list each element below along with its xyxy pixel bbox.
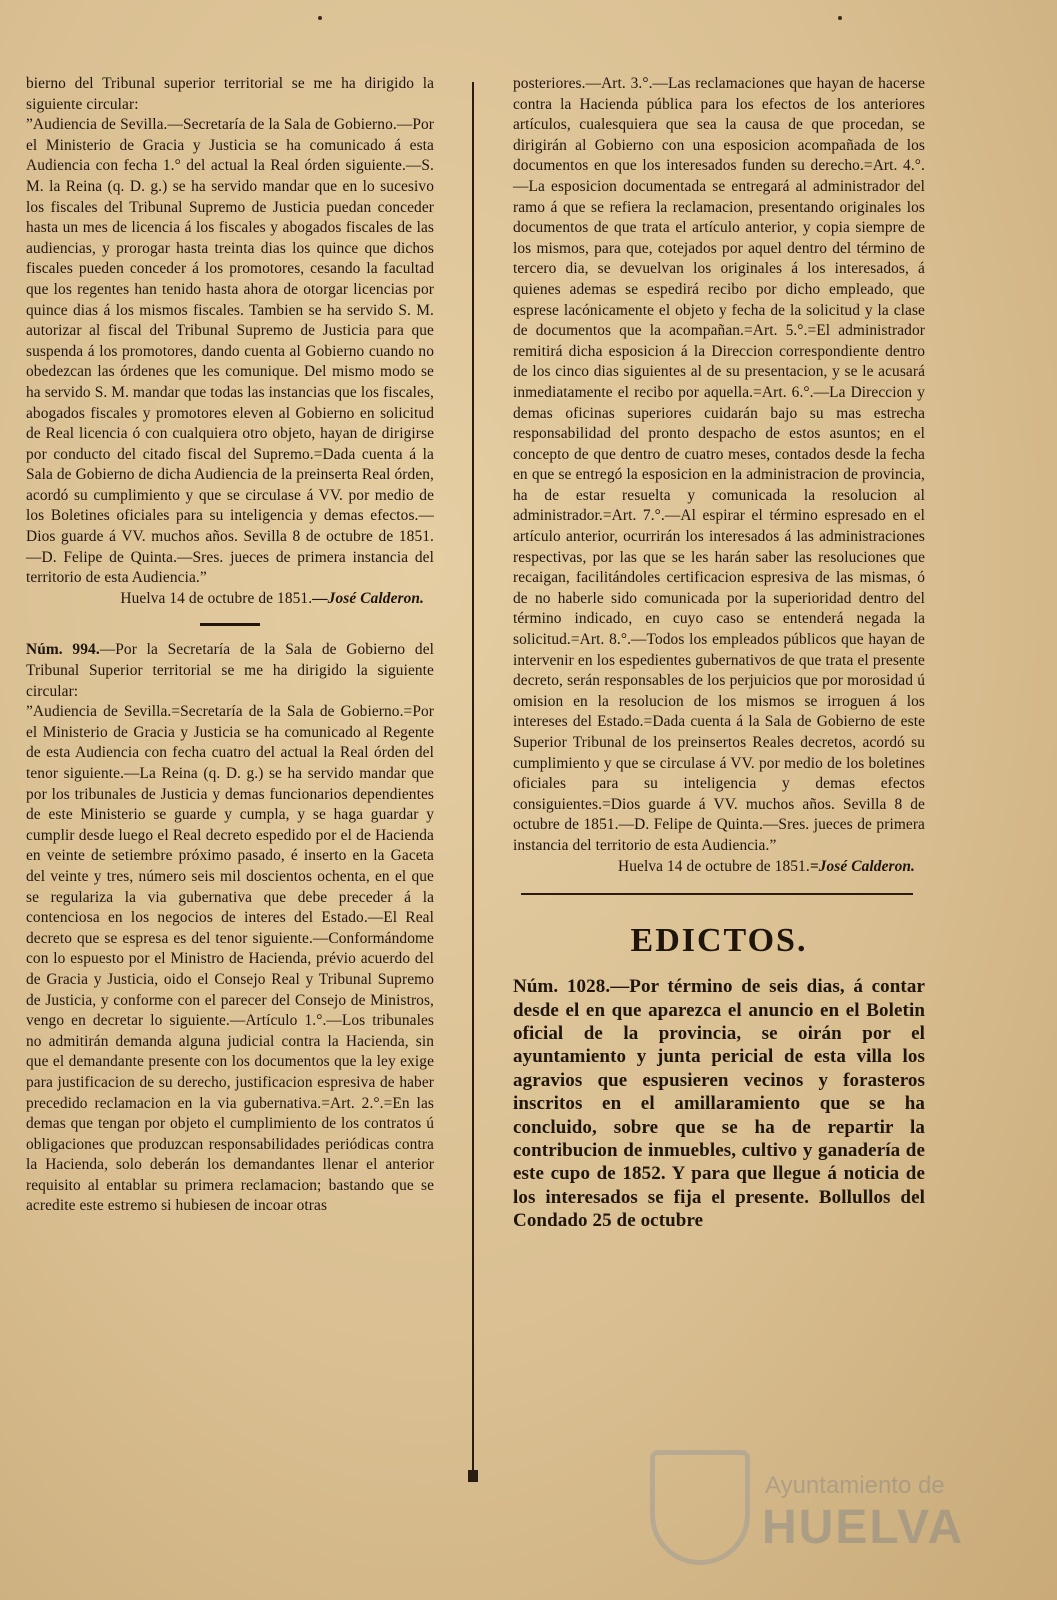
- column-rule: [472, 82, 474, 1482]
- notice-intro-text: —Por la Secretaría de la Sala de Gobierno del Tribunal Superior territorial se me ha dirigido la siguiente circular:: [26, 641, 435, 700]
- notice-994-intro: [26, 640, 434, 702]
- circular-body: ”Audiencia de Sevilla.—Secretaría de la Sala de Gobierno.—Por el Ministerio de Gracia y Justicia se ha comunicado á esta Audiencia con fecha 1.° del actual la Real órden siguiente.—S. M. la Reina (q. D. g.) se ha servido mandar que en lo sucesivo los fiscales del Tribunal Supremo de Justicia puedan conceder hasta un mes de licencia á los fiscales y abogados fiscales de las audiencias, y prorogar hasta treinta dias los quince que dichos fiscales pueden conceder á los promotores, cesando la facultad que los regentes han tenido hasta ahora de otorgar licencias por quince dias á los mismos fiscales. Tambien se ha servido S. M. autorizar al fiscal del Tribunal Supremo de Justicia para que suspenda á los promotores, dando cuenta al Gobierno cuando no obedezcan las órdenes que les comunique. Del mismo modo se ha servido S. M. mandar que todas las instancias que los fiscales, abogados fiscales y promotores eleven al Gobierno en solicitud de Real licencia ó con cualquiera otro objeto, hayan de dirigirse por conducto del citado fiscal del Supremo.=Dada cuenta á la Sala de Gobierno de dicha Audiencia de la preinserta Real órden, acordó su cumplimiento y que se circulase á VV. por medio de los Boletines oficiales para su inteligencia y demas efectos.—Dios guarde á VV. muchos años. Sevilla 8 de octubre de 1851. —D. Felipe de Quinta.—Sres. jueces de primera instancia del territorio de esta Audiencia.”: [26, 116, 434, 587]
- coat-of-arms-icon: [650, 1450, 750, 1565]
- print-speck: [318, 16, 322, 20]
- column-rule-end: [468, 1470, 478, 1482]
- section-rule: [521, 893, 913, 895]
- notice-994-body: ”Audiencia de Sevilla.=Secretaría de la Sala de Gobierno.=Por el Ministerio de Gracia y Justicia se ha comunicado al Regente de esta Audiencia con fecha cuatro del actual la Real órden del tenor siguiente.—La Reina (q. D. g.) se ha servido mandar que por los tribunales de Justicia y demas funcionarios dependientes de este Ministerio se guarde y cumpla, y se haga guardar y cumplir desde luego el Real decreto espedido por el de Hacienda en veinte de setiembre próximo pasado, é inserto en la Gaceta del veinte y tres, número seis mil doscientos ochenta, en el que se regulariza la via gubernativa que debe preceder á la contenciosa en los negocios de interes del Estado.—El Real decreto que se espresa es del tenor siguiente.—Conformándome con lo espuesto por el Ministro de Hacienda, prévio acuerdo del de Gracia y Justicia, oido el Consejo Real y Tribunal Supremo de Justicia, y conforme con el parecer del Consejo de Ministros, vengo en decretar lo siguiente.—Artículo 1.°.—Los tribunales no admitirán demanda alguna judicial contra la Hacienda, sin que el demandante presente con los documentos que la ley exige para justificacion de su derecho, justificacion espresiva de haber precedido reclamacion en la via gubernativa.=Art. 2.°.=En las demas que tengan por objeto el cumplimiento de los contratos ú obligaciones que produzcan responsabilidades periódicas contra la Hacienda, solo deberán los demandantes llenar el anterior requisito al entablar su primera reclamacion; bastando que se acredite este estremo si hubiesen de incoar otras: [26, 703, 434, 1215]
- signature: [513, 857, 925, 878]
- left-column: [26, 74, 434, 1217]
- edict-text: —Por término de seis dias, á contar desde el en que aparezca el anuncio en el Boletin oficial de la provincia, se oirán por el ayuntamiento y junta pericial de esta villa los agravios que espusieren vecinos y forasteros inscritos en el amillaramiento que se ha concluido, sobre que se ha de repartir la contribucion de inmuebles, cultivo y ganadería de este cupo de 1852. Y para que llegue á noticia de los interesados se fija el presente. Bollullos del Condado 25 de octubre: [513, 976, 925, 1232]
- archive-watermark: [650, 1450, 980, 1580]
- print-speck: [838, 16, 842, 20]
- signature: [26, 589, 434, 610]
- signature-name: —José Calderon.: [312, 589, 424, 607]
- section-divider: [200, 623, 260, 626]
- edict-1028: [513, 975, 925, 1232]
- decree-continuation: posteriores.—Art. 3.°.—Las reclamaciones que hayan de hacerse contra la Hacienda pública para los efectos de los anteriores artículos, cualesquiera que sea la causa de que procedan, se dirigirán al Gobierno con una esposicion acompañada de los documentos en que los interesados funden su derecho.=Art. 4.°.—La esposicion documentada se entregará al administrador del ramo á que se refiera la reclamacion, presentando originales los documentos de que trata el artículo anterior, y copia siempre de los mismos, para que, cotejados por aquel dentro del término de tercero dia, se devuelvan los originales á los interesados, á quienes ademas se espedirá recibo por dicho empleado, que esprese lacónicamente el objeto y fecha de la solicitud y la clase de documentos que la acompañan.=Art. 5.°.=El administrador remitirá dicha esposicion á la Direccion correspondiente dentro de los cinco dias siguientes al de su presentacion, y se le acusará inmediatamente el recibo por aquella.=Art. 6.°.—La Direccion y demas oficinas superiores cuidarán bajo su mas estrecha responsabilidad del pronto despacho de estos asuntos; en el concepto de que dentro de cuatro meses, contados desde la fecha en que se entregó la esposicion en la administracion de provincia, ha de estar resuelta y comunicada la resolucion al administrador.=Art. 7.°.—Al espirar el término espresado en el artículo anterior, ocurrirán los interesados á las administraciones respectivas, por las que se les harán saber las resoluciones que recaigan, facilitándoles certificacion espresiva de las mismas, ó de no haberle sido comunicada por la superioridad dentro del término indicado, en cuyo caso se entenderá negada la solicitud.=Art. 8.°.—Todos los empleados públicos que hayan de intervenir en los espedientes gubernativos de que trata el presente decreto, serán responsables de los perjuicios que por morosidad ú omision en la resolucion de los mismos se irroguen á los intereses del Estado.=Dada cuenta á la Sala de Gobierno de este Superior Tribunal de los preinsertos Reales decretos, acordó su cumplimiento y que se circulase á VV. por medio de los boletines oficiales para su inteligencia y demas efectos consiguientes.=Dios guarde á VV. muchos años. Sevilla 8 de octubre de 1851.—D. Felipe de Quinta.—Sres. jueces de primera instancia del territorio de esta Audiencia.”: [513, 75, 925, 854]
- right-column: [513, 74, 925, 1233]
- signature-name: =José Calderon.: [809, 857, 915, 875]
- signature-place-date: Huelva 14 de octubre de 1851.: [618, 857, 810, 875]
- signature-place-date: Huelva 14 de octubre de 1851.: [120, 589, 313, 607]
- watermark-line-1: Ayuntamiento de: [765, 1472, 945, 1499]
- watermark-line-2: HUELVA: [762, 1501, 965, 1554]
- edict-number: Núm. 1028.: [513, 976, 611, 998]
- circular-intro: bierno del Tribunal superior territorial se me ha dirigido la siguiente circular:: [26, 75, 434, 113]
- notice-number: Núm. 994.: [26, 641, 100, 659]
- section-heading: EDICTOS.: [630, 922, 808, 960]
